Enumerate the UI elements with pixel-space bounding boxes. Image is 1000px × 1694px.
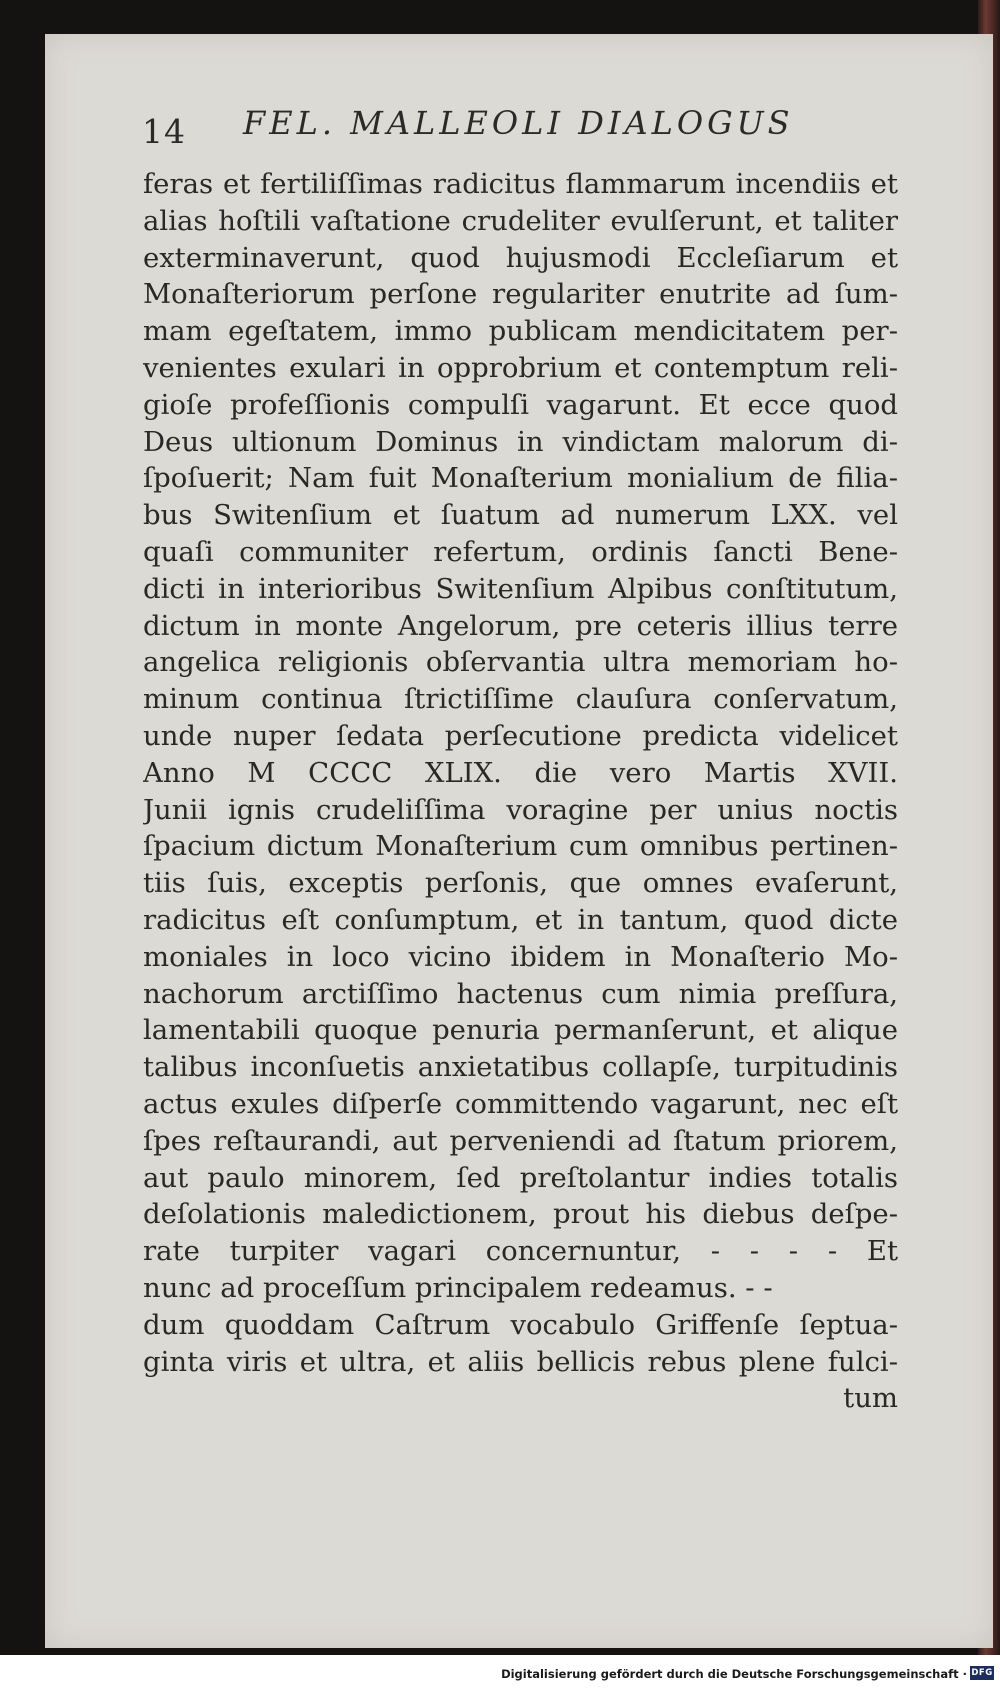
text-line: nachorum arctiſſimo hactenus cum nimia preſſura, [143,977,898,1010]
text-line: rate turpiter vagari concernuntur, - - - - Et [143,1235,898,1268]
text-line: Junii ignis crudeliſſima voragine per unius noctis [143,793,898,826]
text-line: minum continua ſtrictiſſime clauſura conſervatum, [143,683,898,716]
text-line: exterminaverunt, quod hujusmodi Eccleſiarum et [143,241,898,274]
funding-credit: Digitalisierung gefördert durch die Deutsche Forschungsgemeinschaft · [501,1667,967,1681]
body-text [143,166,898,1417]
text-line: tiis ſuis, exceptis perſonis, que omnes evaſerunt, [143,867,898,900]
text-line: ſpoſuerit; Nam fuit Monaſterium monialium de filia- [143,462,898,495]
text-line: lamentabili quoque penuria permanſerunt, et alique [143,1014,898,1047]
text-line: quaſi communiter refertum, ordinis ſancti Bene- [143,535,898,568]
text-line: angelica religionis obſervantia ultra memoriam ho- [143,646,898,679]
text-line: actus exules diſperſe committendo vagarunt, nec eſt [143,1087,898,1120]
text-line: gioſe profeſſionis compulſi vagarunt. Et ecce quod [143,388,898,421]
text-line: aut paulo minorem, ſed preſtolantur indies totalis [143,1161,898,1194]
text-line: ginta viris et ultra, et aliis bellicis rebus plene fulci- [143,1345,898,1378]
text-line: Deus ultionum Dominus in vindictam malorum di- [143,425,898,458]
text-line: venientes exulari in opprobrium et contemptum reli- [143,351,898,384]
text-line: moniales in loco vicino ibidem in Monaſterio Mo- [143,940,898,973]
text-line: ſpacium dictum Monaſterium cum omnibus pertinen- [143,830,898,863]
text-line: bus Switenſium et ſuatum ad numerum LXX. vel [143,499,898,532]
text-line: alias hoſtili vaſtatione crudeliter evulſerunt, et taliter [143,204,898,237]
text-line: talibus inconſuetis anxietatibus collapſe, turpitudinis [143,1051,898,1084]
text-line: ſpes reſtaurandi, aut perveniendi ad ſtatum priorem, [143,1124,898,1157]
text-line: nunc ad proceſſum principalem redeamus. - - [143,1271,773,1304]
text-line: dum quoddam Caſtrum vocabulo Griffenſe ſeptua- [143,1308,898,1341]
catchword: tum [843,1382,898,1415]
text-line: unde nuper ſedata perſecutione predicta videlicet [143,719,898,752]
text-line: Anno M CCCC XLIX. die vero Martis XVII. [143,756,898,789]
text-line: dicti in interioribus Switenſium Alpibus conſtitutum, [143,572,898,605]
text-line: dictum in monte Angelorum, pre ceteris illius terre [143,609,898,642]
text-line: mam egeſtatem, immo publicam mendicitatem per- [143,315,898,348]
text-line: radicitus eſt conſumptum, et in tantum, quod dicte [143,903,898,936]
running-head: FEL. MALLEOLI DIALOGUS [243,104,794,142]
text-line: Monaſteriorum perſone regulariter enutrite ad ſum- [143,278,898,311]
page-number: 14 [142,112,186,151]
dfg-logo: DFG [971,1668,993,1678]
text-line: feras et fertiliſſimas radicitus flammarum incendiis et [143,168,898,200]
text-line: deſolationis maledictionem, prout his diebus deſpe- [143,1198,898,1231]
